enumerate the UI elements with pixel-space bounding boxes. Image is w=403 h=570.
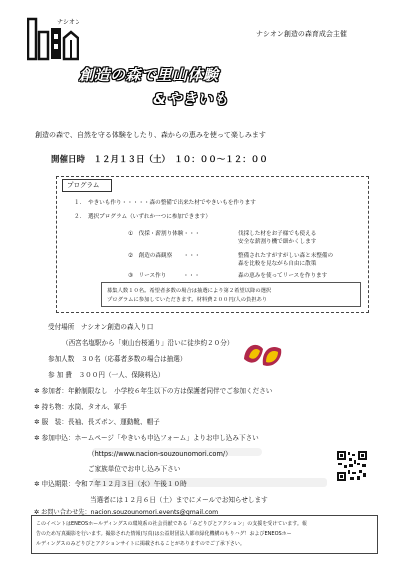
intro-text: 創造の森で、自然を守る体験をしたり、森からの恵みを使って楽しみます (35, 131, 266, 139)
website-link[interactable]: （https://www.nacion-souzounomori.com/） (88, 450, 232, 458)
deadline: ✲ 申込期限：令和７年１２月３日（水）午後１０時 (34, 480, 187, 488)
eligibility: ✲ 参加者：年齢制限なし 小学校６年生以下の方は保護者同伴でご参加ください (34, 387, 273, 395)
option-2-desc-2: 森を比較を見ながら自由に散策 (238, 261, 317, 267)
footer-line-1: このイベントはENEOSホールディングスの環境系の社会貢献である「みどりびとアクション」の支援を受けています。報 (36, 521, 307, 527)
application-method: ✲ 参加申込：ホームページ「やきいも申込フォーム」よりお申し込み下さい (34, 434, 259, 442)
option-3-name: ③ リース作り ・・・ (128, 273, 200, 279)
program-tag: プログラム (62, 179, 112, 192)
organizer-text: ナシオン創造の森育成会主催 (256, 30, 347, 38)
sweet-potato-illustration (241, 339, 284, 370)
result-notice: 当選者には１２月６日（土）までにメールでお知らせします (90, 496, 268, 504)
event-date: 開催日時 １２月１３日（土） １０：００～１２：００ (51, 155, 268, 165)
footer-line-3: ルディングスのみどりびとアクションサイトに掲載されることがありますのでご了承下さい。 (36, 541, 245, 547)
reception-place: 受付場所 ナシオン創造の森入り口 (48, 323, 154, 331)
things-to-bring: ✲ 持ち物：水筒、タオル、軍手 (34, 403, 127, 411)
contact[interactable]: ✲ お問い合わせ先：nacion.souzounomori.events@gmail.com (34, 509, 219, 516)
title-line-1: 創造の森で里山体験 (79, 66, 219, 84)
family-note: ご家族単位でお申し込み下さい (88, 465, 181, 473)
option-2-name: ② 創造の森観察 ・・・ (128, 253, 201, 259)
program-note-box (101, 282, 361, 307)
svg-text:ナシオン: ナシオン (57, 19, 79, 26)
fee: 参 加 費 ３００円（一人、保険料込） (48, 371, 165, 379)
event-title (79, 60, 325, 116)
reception-directions: （西宮名塩駅から「東山台桜通り」沿いに徒歩約２０分） (62, 339, 234, 347)
footer-line-2: 告のため写真撮影を行います。撮影された情報(写真)は公益財団法人都市緑化機構のもりハグ！およびENEOSホー (36, 531, 292, 537)
clothing: ✲ 服 装：長袖、長ズボン、運動靴、帽子 (34, 418, 160, 426)
option-3-desc: 森の恵みを使ってリースを作ります (238, 273, 328, 279)
program-note-2: プログラムに参加していただきます。材料費２００円/人の負担あり (107, 297, 268, 303)
option-1-desc-2: 安全な薪割り機で細かくします (238, 239, 317, 245)
qr-code[interactable] (337, 451, 367, 481)
title-line-2: &やきいも (153, 90, 229, 108)
program-item-2: ２． 選択プログラム（いずれか一つに参加できます） (74, 214, 211, 220)
option-1-name: ① 伐採・薪割り体験・・・ (128, 231, 201, 237)
program-item-1: １． やきいも作り・・・・・森の整備で出来た材でやきいもを作ります (74, 200, 256, 206)
option-2-desc-1: 整備されたすがすがしい森と未整備の (238, 253, 334, 259)
footer-notice (31, 515, 378, 554)
option-1-desc-1: 伐採した材をお子様でも使える (238, 231, 317, 237)
organization-logo (27, 14, 79, 66)
program-note-1: 募集人数１０名。希望者多数の場合は抽選により第２希望以降の選択 (107, 288, 272, 294)
capacity: 参加人数 ３０名（応募者多数の場合は抽選） (48, 355, 187, 363)
